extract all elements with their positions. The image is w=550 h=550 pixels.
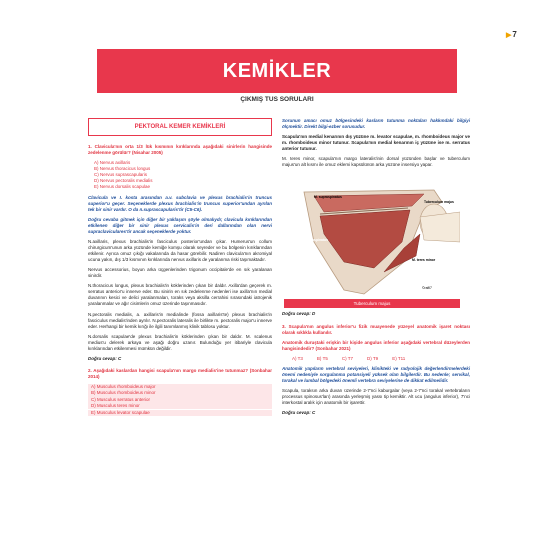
paragraph: Scapula'nın medial kenarının dış yüzüne m. levator scapulae, m. rhomboideus major ve m. rhomboideus minor tutunur. Scapula'nın medial kenarının iç yüzüne ise m. serratus anterior tutunur.: [282, 134, 470, 152]
question-1-text: 1. Clavicula'nın orta 1/3 lük kısmının kırıklarında aşağıdaki sinirlerin hangisinde zedelenme görülür? (Nisahar 2005): [88, 144, 272, 156]
option: E) T11: [392, 355, 406, 361]
question-3-text: 3. Scapula'nın angulus inferior'u fizik muayenede yüzeyel anatomik işaret noktası olarak sıklıkla kullanılır.: [282, 323, 470, 335]
paragraph: N.dorsalis scapulae'de plexus brachialis'in köklerinden çıkan bir daldır. M. scalenus medius'u delerek arkaya ve aşağı doğru uzanır. Bulunduğu yer itibariyle clavicula kırıklarından etkilenmesi mümkün değildir.: [88, 333, 272, 351]
paragraph: Scapula, toraksın arka duvarı üzerinde 2-7'nci kaburgalar (veya 2-7'nci torakal vertebraların processus spinosus'ları) arasında yerleşmiş yassı tip kemiktir. Alt ucu (angulus inferior), 7'nci interkostal aralık için anatomik bir işarettir.: [282, 388, 470, 406]
chapter-title: KEMİKLER: [97, 49, 457, 93]
option: D) Musculus teres minor: [88, 403, 272, 409]
option: D) Nervus pectoralis medialis: [94, 178, 153, 184]
option: A) Musculus rhomboideus major: [88, 384, 272, 390]
option: C) Musculus serratus anterior: [88, 397, 272, 403]
option: B) Nervus thoracicus longus: [94, 166, 151, 172]
figure-caption-bar: Tuberculum majus: [284, 299, 460, 308]
explanation-2: Doğru cevaba gitmek için diğer bir yaklaşım şöyle olmalıydı; clavicula kırıklarından etkilenen diğer bir sinir plexus cervicalis'in deri dallarından olan nervi supraclaviculares'tir ancak seçeneklerde yoktur.: [88, 216, 272, 234]
option: A) Nervus axillaris: [94, 160, 131, 166]
question-3-options: [292, 356, 470, 362]
option: E) Nervus dorsalis scapulae: [94, 184, 151, 190]
option: C) Nervus suprascapularis: [94, 172, 148, 178]
option: A) T3: [292, 355, 303, 361]
answer-3: Doğru cevap: C: [282, 410, 316, 416]
right-column: [282, 118, 470, 422]
figure-label: M. teres minor: [412, 258, 436, 263]
paragraph: N.pectoralis medialis, a. axillaris'in medialinde (fossa axillaris'te) plexus brachialis'in fasciculus medialis'inden ayrılır. N.pectoralis lateralis ile birlikte m. pectoralis major'u innerve eder. Herhangi bir kemik kırığı ile ilgili tanımlanmış klinik tablosu yoktur.: [88, 311, 272, 329]
figure-label: M. infraspinatus: [302, 238, 328, 243]
paragraph: Nervus accessorius, boyun arka üçgenlerinden trigonum occipitale'de en sık yaralanan sinirdir.: [88, 267, 272, 279]
explanation-3: Anatomik yapıların vertebral seviyeleri, klinikteki ve radyolojik değerlendirmelerdeki önemi nedeniyle sorgulanma potansiyeli yüksek olan bilgilerdir. Bu nedenle; servikal, torakal ve lumbal bölgedeki önemli vertebra seviyelerine de dikkat edilmelidir.: [282, 365, 470, 383]
anatomy-figure: [284, 172, 460, 308]
figure-credit: ©rafil7: [422, 286, 432, 291]
section-title: PEKTORAL KEMER KEMİKLERİ: [88, 118, 272, 136]
paragraph: M. teres minor, scapula'nın margo lateralis'inin dorsal yüzünden başlar ve tuberculum majus'un alt kısmı ile omuz eklemi kapsülünün arka yüzüne insersiyo yapar.: [282, 156, 470, 168]
page-subtitle: ÇIKMIŞ TUS SORULARI: [240, 96, 314, 103]
figure-label: Tuberculum majus: [424, 200, 454, 205]
option: C) T7: [341, 355, 354, 361]
answer-2: Doğru cevap: D: [282, 311, 316, 317]
option: B) T5: [316, 355, 328, 361]
explanation-1: Clavicula ve I. kosta arasından a.v. subclavia ve plexus brachialis'in truncus superior'u geçer. Seçeneklerde plexus brachialis'in truncus superior'undan ayrılan tek bir sinir vardır. O da n.suprascapularis'tir (C5-C6).: [88, 194, 272, 212]
question-3-text-2: Anatomik duruştaki erişkin bir kişide angulus inferior aşağıdaki vertebral düzeylerden hangisindedir? (Sonbahar 2021): [282, 339, 470, 351]
paragraph: N.thoracicus longus, plexus brachialis'in köklerinden çıkan bir daldır. Axilla'dan geçerek m. serratus anterior'u innerve eder. Bu sinirin en sık zedelenme nedenleri ise axilla'nın medial duvarının kesici ve delici yaralanmaları, toraks veya aksilla cerrahisi sırasındaki iatrojenik yaralanmalar ve ağır cisimlerin omuz üzerinde taşınmasıdır.: [88, 283, 272, 307]
question-2-text: 2. Aşağıdaki kaslardan hangisi scapula'nın margo medialis'ine tutunmaz? (Sonbahar 2014): [88, 367, 272, 380]
option: D) T9: [367, 355, 379, 361]
left-column: [88, 118, 272, 420]
figure-label: M. supraspinatus: [314, 195, 342, 200]
page-number: ▶7: [506, 30, 517, 39]
option: E) Musculus levator scapulae: [88, 410, 272, 416]
answer-1: Doğru cevap: C: [88, 355, 122, 361]
paragraph: N.axillaris, plexus brachialis'in fasciculus posterior'undan çıkar. Humerus'un collum chirurgicum'unun arka yüzünde kemiğe komşu olarak seyreder ve bu bölgenin kırıklarından etkilenir. Ayrıca omuz çıkığı vakalarında da hasar görebilir. Nadiren clavicula'nın akromiyal ucuna yakın, dış 1/3 kısmının kırıklarında nervus axillaris de yaralanma riski taşımaktadır.: [88, 238, 272, 263]
question-1-options: [94, 160, 272, 190]
triangle-icon: ▶: [506, 32, 512, 39]
question-2-options: [88, 384, 272, 416]
option: B) Musculus rhomboideus minor: [88, 390, 272, 396]
question-2-intro: Sorunun amacı omuz bölgesindeki kasların tutunma noktaları hakkındaki bilgiyi ölçmektir. Direkt bilgi-ezber sorusudur.: [282, 118, 470, 130]
